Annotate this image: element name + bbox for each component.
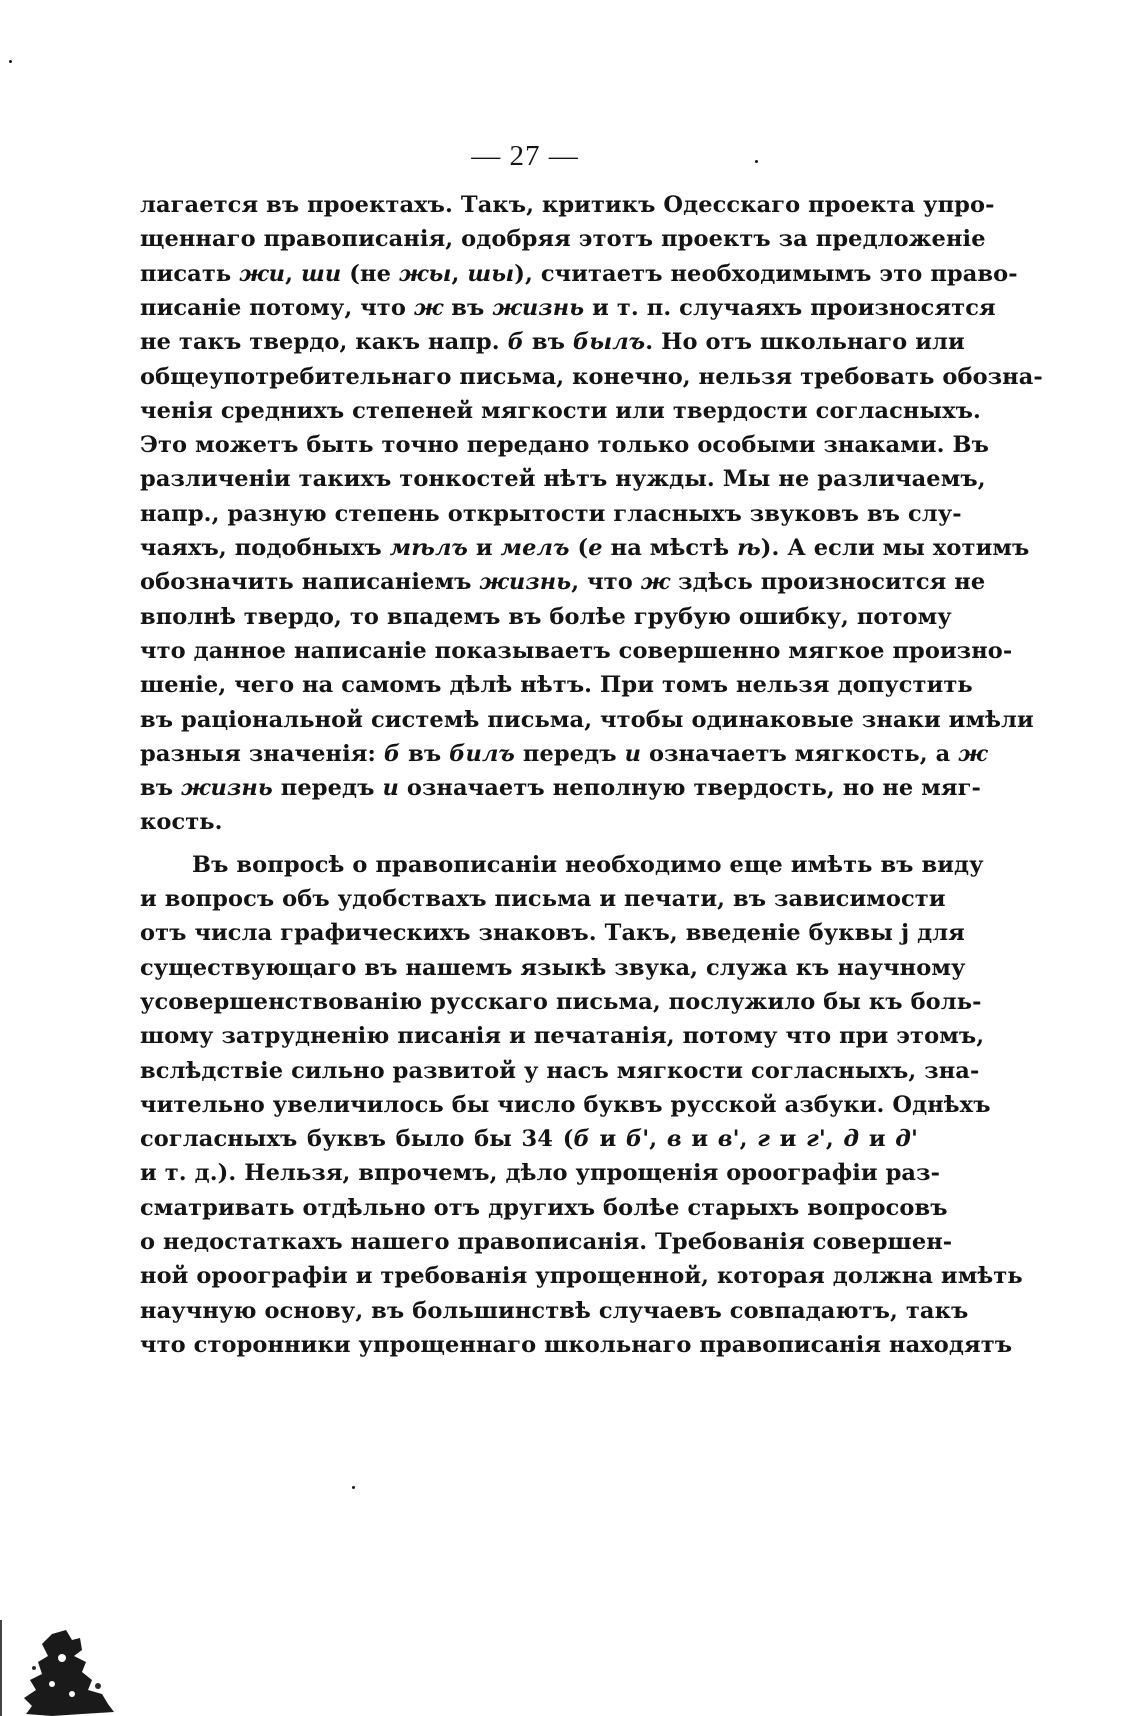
text-line: о недостаткахъ нашего правописанія. Требованія совершен- [140,1229,953,1255]
scan-ink-blot [22,1628,114,1716]
scan-speck-top-right [755,160,758,163]
scan-speck-top-left [9,60,12,63]
text-line: согласныхъ буквъ было бы 34 (б и б', в и в', г и г', д и д' [140,1126,918,1153]
text-line: чительно увеличилось бы число буквъ русской азбуки. Однѣхъ [140,1091,991,1118]
text-line: писаніе потому, что ж въ жизнь и т. п. случаяхъ произносятся [140,294,996,321]
text-line: щеннаго правописанія, одобряя этотъ проектъ за предложеніе [140,226,986,253]
text-line: что сторонники упрощеннаго школьнаго правописанія находятъ [140,1331,1013,1358]
text-line: ченія среднихъ степеней мягкости или твердости согласныхъ. [140,397,981,424]
italic-word: жизнь [181,775,273,802]
italic-word: жи [239,260,286,287]
text-line: существующаго въ нашемъ языкѣ звука, служа къ научному [140,954,966,981]
italic-word: ж [413,294,444,321]
italic-word: в' [717,1126,740,1153]
italic-word: и [382,775,399,802]
text-line: усовершенствованію русскаго письма, послужило бы къ боль- [140,988,982,1015]
text-line: различеніи такихъ тонкостей нѣтъ нужды. Мы не различаемъ, [140,466,986,493]
text-line: шому затрудненію писанія и печатанія, потому что при этомъ, [140,1023,985,1050]
italic-word: б' [625,1126,650,1153]
italic-word: г [757,1126,771,1153]
text-line: вслѣдствіе сильно развитой у насъ мягкости согласныхъ, зна- [140,1057,980,1084]
text-line: разныя значенія: б въ билъ передъ и означаетъ мягкость, а ж [140,740,988,767]
text-line: вполнѣ твердо, то впадемъ въ болѣе грубую ошибку, потому [140,603,952,630]
italic-word: б [383,740,401,767]
text-line: Это можетъ быть точно передано только особыми знаками. Въ [140,432,989,459]
text-line: лагается въ проектахъ. Такъ, критикъ Одесскаго проекта упро- [140,192,995,218]
italic-word: ж [958,740,988,767]
italic-word: в [666,1126,682,1153]
page-number: — 27 — [471,140,579,172]
italic-word: мелъ [500,535,570,561]
italic-word: мѣлъ [389,535,468,561]
italic-word: д' [895,1126,918,1153]
text-line: научную основу, въ большинствѣ случаевъ совпадаютъ, такъ [140,1297,969,1324]
text-line: чаяхъ, подобныхъ мѣлъ и мелъ (е на мѣстѣ ѣ). А если мы хотимъ [140,535,1030,561]
italic-word: жы [398,260,452,287]
italic-word: ѣ [737,535,761,561]
text-line: обозначить написаніемъ жизнь, что ж здѣсь произносится не [140,569,986,596]
italic-word: былъ [572,329,646,356]
text-line: ной ороографіи и требованія упрощенной, которая должна имѣть [140,1263,1023,1290]
text-line: кость. [140,809,223,836]
italic-word: б [507,329,524,356]
scan-left-edge [0,1620,2,1716]
italic-word: ши [301,260,342,287]
text-line: сматривать отдѣльно отъ другихъ болѣе старыхъ вопросовъ [140,1194,948,1221]
text-line: въ раціональной системѣ письма, чтобы одинаковые знаки имѣли [140,706,1034,733]
italic-word: шы [467,260,515,287]
text-line: шеніе, чего на самомъ дѣлѣ нѣтъ. При томъ нельзя допустить [140,672,973,699]
italic-word: жизнь [479,569,572,596]
italic-word: д [843,1126,860,1153]
italic-word: е [588,535,603,561]
italic-word: жизнь [492,294,585,321]
scan-speck-bottom [352,1486,355,1489]
italic-word: билъ [449,740,515,767]
text-line: общеупотребительнаго письма, конечно, нельзя требовать обозна- [140,363,1043,390]
text-line: Въ вопросѣ о правописаніи необходимо еще имѣть въ виду [192,851,984,878]
text-line: въ жизнь передъ и означаетъ неполную твердость, но не мяг- [140,775,981,802]
italic-word: ж [640,569,671,596]
italic-word: б [573,1126,590,1153]
italic-word: г' [806,1126,826,1153]
text-line: и т. д.). Нельзя, впрочемъ, дѣло упрощенія ороографіи раз- [140,1160,941,1187]
text-line: напр., разную степень открытости гласныхъ звуковъ въ слу- [140,500,962,527]
text-line: и вопросъ объ удобствахъ письма и печати, въ зависимости [140,886,946,912]
text-line: что данное написаніе показываетъ совершенно мягкое произно- [140,637,1013,664]
italic-word: и [624,740,642,767]
text-line: не такъ твердо, какъ напр. б въ былъ. Но отъ школьнаго или [140,329,965,356]
text-line: писать жи, ши (не жы, шы), считаетъ необходимымъ это право- [140,260,1018,287]
text-line: отъ числа графическихъ знаковъ. Такъ, введеніе буквы j для [140,920,965,947]
